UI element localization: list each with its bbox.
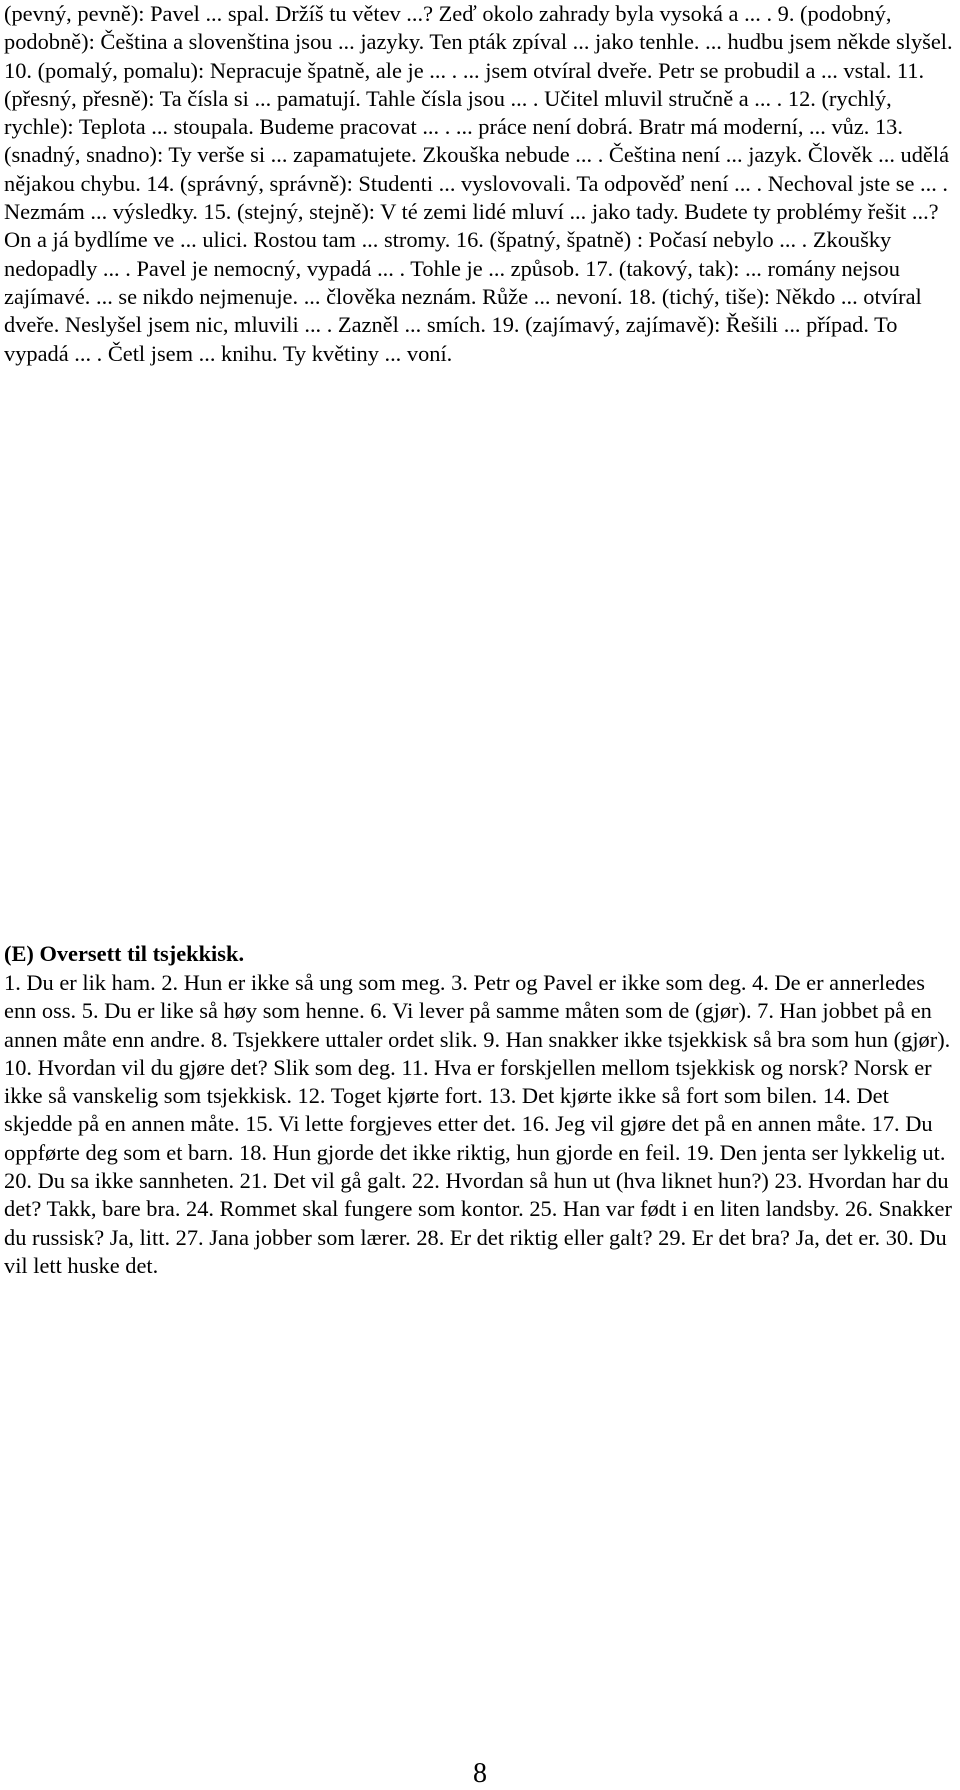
exercise-e-body-text: 1. Du er lik ham. 2. Hun er ikke så ung som meg. 3. Petr og Pavel er ikke som deg. 4. De er annerledes enn oss. 5. Du er like så høy som henne. 6. Vi lever på samme måten som de (gjør). 7. Han jobbet på en annen måte enn andre. 8. Tsjekkere uttaler ordet slik. 9. Han snakker ikke tsjekkisk så bra som hun (gjør). 10. Hvordan vil du gjøre det? Slik som deg. 11. Hva er forskjellen mellom tsjekkisk og norsk? Norsk er ikke så vanskelig som tsjekkisk. 12. Toget kjørte fort. 13. Det kjørte ikke så fort som bilen. 14. Det skjedde på en annen måte. 15. Vi lette forgjeves etter det. 16. Jeg vil gjøre det på en annen måte. 17. Du oppførte deg som et barn. 18. Hun gjorde det ikke riktig, hun gjorde en feil. 19. Den jenta ser lykkelig ut. 20. Du sa ikke sannheten. 21. Det vil gå galt. 22. Hvordan så hun ut (hva liknet hun?) 23. Hvordan har du det? Takk, bare bra. 24. Rommet skal fungere som kontor. 25. Han var født i en liten landsby. 26. Snakker du russisk? Ja, litt. 27. Jana jobber som lærer. 28. Er det riktig eller galt? 29. Er det bra? Ja, det er. 30. Du vil lett huske det. (4, 970, 952, 1278)
exercise-d-continuation-text: (pevný, pevně): Pavel ... spal. Držíš tu větev ...? Zeď okolo zahrady byla vysoká a ... . 9. (podobný, podobně): Čeština a slovenština jsou ... jazyky. Ten pták zpíval ... jako tenhle. ... hudbu jsem někde slyšel. 10. (pomalý, pomalu): Nepracuje špatně, ale je ... . ... jsem otvíral dveře. Petr se probudil a ... vstal. 11. (přesný, přesně): Ta čísla si ... pamatují. Tahle čísla jsou ... . Učitel mluvil stručně a ... . 12. (rychlý, rychle): Teplota ... stoupala. Budeme pracovat ... . ... práce není dobrá. Bratr má moderní, ... vůz. 13. (snadný, snadno): Ty verše si ... zapamatujete. Zkouška nebude ... . Čeština není ... jazyk. Člověk ... udělá nějakou chybu. 14. (správný, správně): Studenti ... vyslovovali. Ta odpověď není ... . Nechoval jste se ... . Nezmám ... výsledky. 15. (stejný, stejně): V té zemi lidé mluví ... jako tady. Budete ty problémy řešit ...? On a já bydlíme ve ... ulici. Rostou tam ... stromy. 16. (špatný, špatně) : Počasí nebylo ... . Zkoušky nedopadly ... . Pavel je nemocný, vypadá ... . Tohle je ... způsob. 17. (takový, tak): ... romány nejsou zajímavé. ... se nikdo nejmenuje. ... člověka neznám. Růže ... nevoní. 18. (tichý, tiše): Někdo ... otvíral dveře. Neslyšel jsem nic, mluvili ... . Zazněl ... smích. 19. (zajímavý, zajímavě): Řešili ... případ. To vypadá ... . Četl jsem ... knihu. Ty květiny ... voní. (4, 1, 953, 366)
page-number: 8 (473, 1758, 487, 1789)
exercise-e-heading: (E) Oversett til tsjekkisk. (4, 941, 245, 966)
